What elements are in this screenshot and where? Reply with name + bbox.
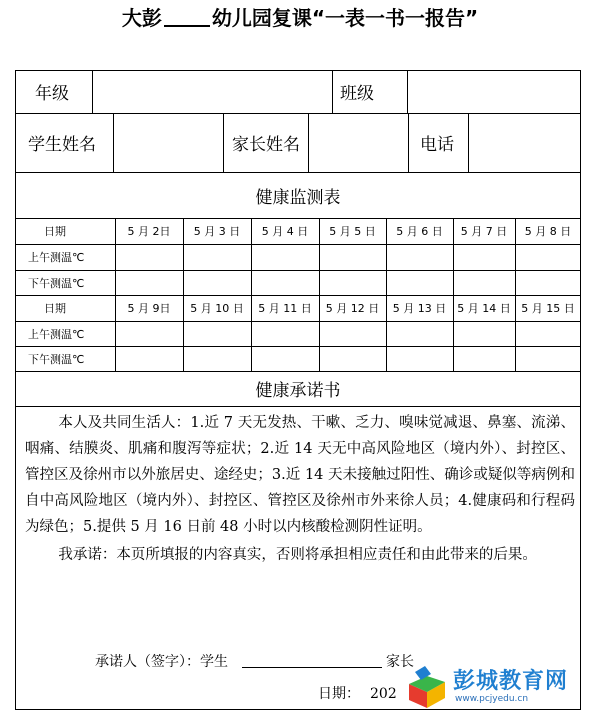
student-signature-field[interactable] <box>242 667 382 668</box>
row-divider <box>15 406 581 407</box>
watermark-logo <box>405 664 573 710</box>
date-cell: 5 月 2日 <box>127 225 171 238</box>
am-temp-label: 上午测温℃ <box>28 251 85 264</box>
date-label: 日期 <box>44 302 66 315</box>
book-icon <box>405 664 453 710</box>
promise-pledge: 我承诺：本页所填报的内容真实，否则将承担相应责任和由此带来的后果。 <box>58 547 537 563</box>
title-blank <box>164 25 210 27</box>
student-name-label: 学生姓名 <box>28 135 96 155</box>
col-divider <box>223 113 224 172</box>
am-temp-label: 上午测温℃ <box>28 327 85 341</box>
page-title <box>0 2 600 31</box>
class-label: 班级 <box>340 84 374 104</box>
col-divider <box>332 70 333 113</box>
grade-field[interactable] <box>93 70 332 113</box>
col-divider <box>408 113 409 172</box>
date-cell: 5 月 14 日 <box>457 302 511 315</box>
date-cell: 5 月 10 日 <box>190 302 244 315</box>
sign-date-label: 日期： <box>318 686 360 702</box>
promise-text <box>25 410 575 568</box>
title-suffix: 幼儿园复课“一表一书一报告” <box>211 6 479 30</box>
parent-signature-label: 家长 <box>386 654 414 670</box>
row-divider <box>15 270 581 271</box>
date-cell: 5 月 8 日 <box>524 225 572 238</box>
watermark-url: www.pcjyedu.cn <box>455 694 529 704</box>
pm-temp-label: 下午测温℃ <box>28 276 85 290</box>
date-cell: 5 月 4 日 <box>261 225 309 238</box>
row-divider <box>15 346 581 347</box>
promise-title: 健康承诺书 <box>255 381 341 401</box>
student-name-field[interactable] <box>114 113 223 172</box>
grade-label: 年级 <box>35 84 69 104</box>
signature-label: 承诺人（签字）：学生 <box>95 654 228 670</box>
date-cell: 5 月 9日 <box>127 302 171 315</box>
health-table-title: 健康监测表 <box>255 187 341 208</box>
date-cell: 5 月 13 日 <box>392 302 447 315</box>
date-cell: 5 月 6 日 <box>396 225 443 238</box>
date-label: 日期 <box>44 225 66 238</box>
watermark-name: 彭城教育网 <box>453 669 569 694</box>
date-cell: 5 月 15 日 <box>521 302 575 315</box>
class-field[interactable] <box>408 70 580 113</box>
row-divider <box>15 244 581 245</box>
date-cell: 5 月 5 日 <box>329 225 376 238</box>
row-divider <box>15 321 581 322</box>
phone-field[interactable] <box>469 113 580 172</box>
date-cell: 5 月 12 日 <box>325 302 380 315</box>
pm-temp-label: 下午测温℃ <box>28 352 85 366</box>
sign-date-value: 202 <box>370 686 397 702</box>
date-line <box>318 683 397 703</box>
date-cell: 5 月 7 日 <box>460 225 508 238</box>
promise-body: 本人及共同生活人：1.近 7 天无发热、干嗽、乏力、嗅味觉减退、鼻塞、流涕、咽痛、结膜炎、肌痛和腹泻等症状；2.近 14 天无中高风险地区（境内外）、封控区、管控区及徐州市以外旅居史、途经史；3.近 14 天未接触过阳性、确诊或疑似等病例和自中高风险地区（境内外）、封控区、管控区及徐州市外来徐人员；4.健康码和行程码为绿色；5.提供 5 月 16 日前 48 小时以内核酸检测阴性证明。 <box>25 415 575 535</box>
title-prefix: 大彭 <box>121 6 162 30</box>
phone-label: 电话 <box>420 135 454 155</box>
date-cell: 5 月 11 日 <box>258 302 312 315</box>
date-cell: 5 月 3 日 <box>193 225 241 238</box>
parent-name-field[interactable] <box>309 113 408 172</box>
parent-name-label: 家长姓名 <box>232 135 300 155</box>
signature-line <box>95 651 414 671</box>
